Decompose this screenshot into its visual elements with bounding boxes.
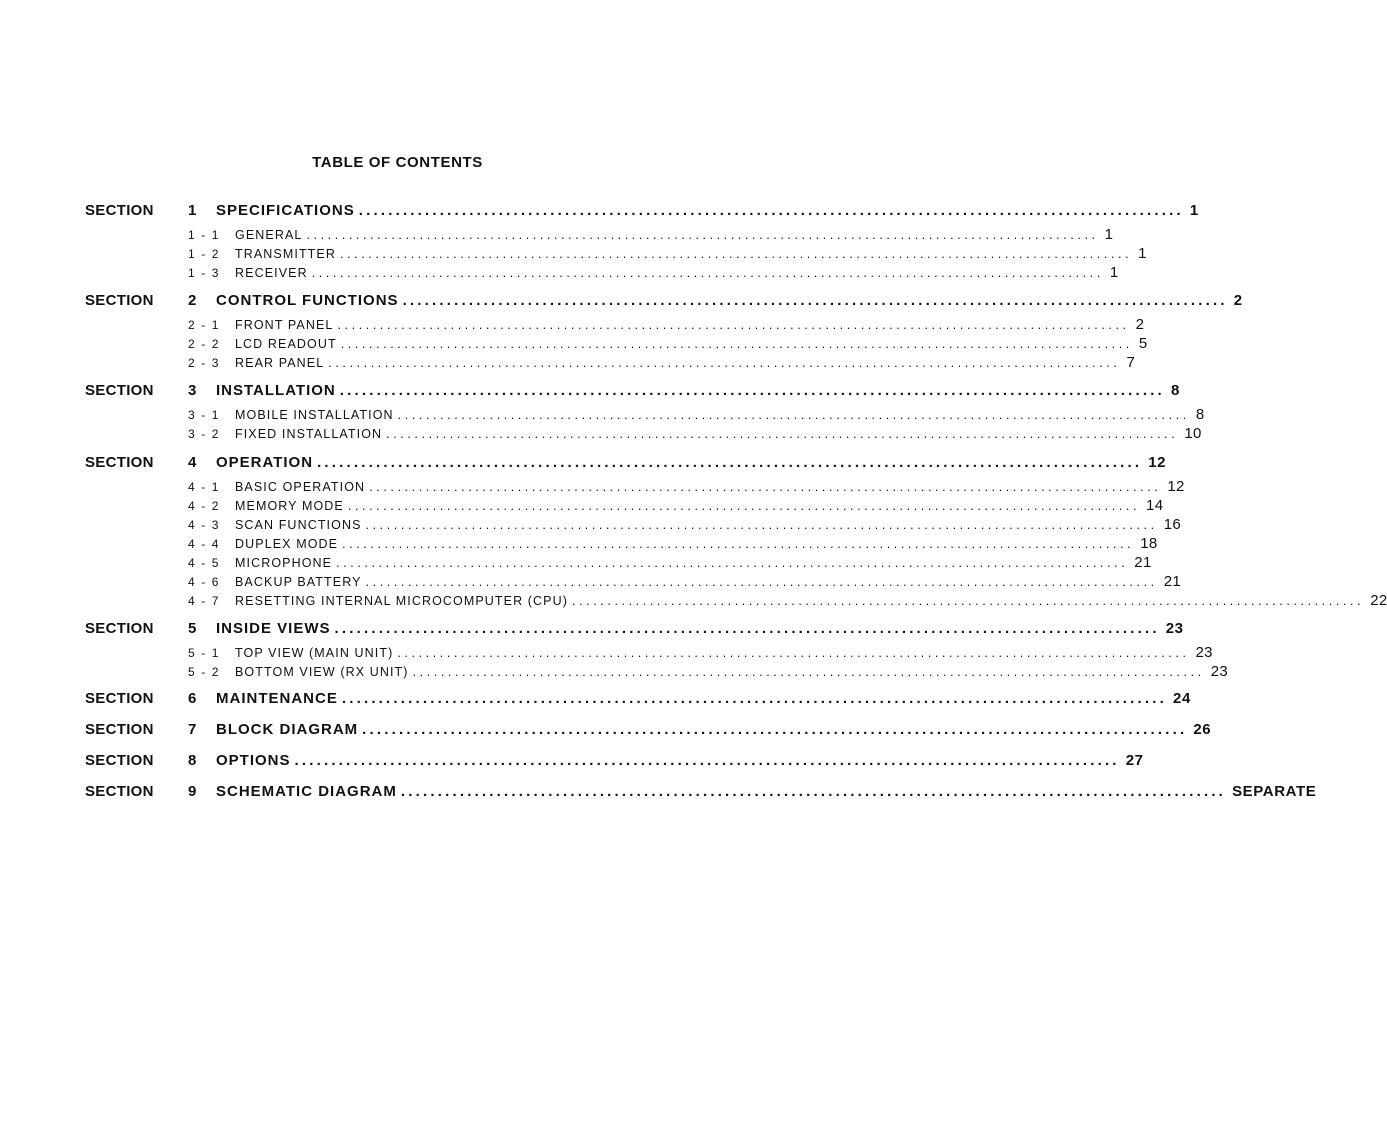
toc-main-entry[interactable] [188, 619, 1184, 639]
toc-sub-entry[interactable] [188, 264, 1119, 282]
section-number: 6 [188, 690, 197, 707]
toc-main-entry[interactable] [188, 689, 1191, 709]
section-title: INSTALLATION [216, 382, 336, 399]
subsection-title: GENERAL [235, 228, 303, 242]
page-number: 18 [1140, 535, 1158, 552]
subsection-number: 3 - 2 [188, 427, 221, 441]
toc-sub-entry[interactable] [188, 592, 1387, 610]
page-number: 1 [1104, 226, 1114, 243]
page-number: 27 [1125, 752, 1144, 769]
subsection-number: 4 - 4 [188, 537, 221, 551]
page-number: 8 [1170, 382, 1180, 399]
section-number: 9 [188, 783, 197, 800]
dot-leader: ................................................................................................................ [362, 721, 1188, 738]
toc-main-entry[interactable] [188, 720, 1212, 740]
subsection-number: 5 - 1 [188, 646, 221, 660]
section-title: INSIDE VIEWS [216, 620, 331, 637]
dot-leader: ................................................................................................................ [365, 575, 1158, 589]
toc-main-entry[interactable] [188, 751, 1144, 771]
subsection-title: BOTTOM VIEW (RX UNIT) [235, 665, 409, 679]
subsection-title: TOP VIEW (MAIN UNIT) [235, 646, 394, 660]
subsection-number: 4 - 2 [188, 499, 221, 513]
toc-main-entry[interactable] [188, 782, 1317, 802]
section-title: SPECIFICATIONS [216, 202, 355, 219]
subsection-number: 1 - 2 [188, 247, 221, 261]
subsection-number: 2 - 1 [188, 318, 221, 332]
page-number: 8 [1195, 406, 1205, 423]
subsection-title: MEMORY MODE [235, 499, 344, 513]
page-number: 5 [1138, 335, 1148, 352]
subsection-title: REAR PANEL [235, 356, 325, 370]
subsection-title: LCD READOUT [235, 337, 337, 351]
section-word: SECTION [85, 454, 154, 471]
subsection-title: RESETTING INTERNAL MICROCOMPUTER (CPU) [235, 594, 569, 608]
dot-leader: ................................................................................................................ [365, 518, 1158, 532]
toc-sub-entry[interactable] [188, 573, 1182, 591]
page-number: 26 [1193, 721, 1212, 738]
section-word: SECTION [85, 752, 154, 769]
section-number: 3 [188, 382, 197, 399]
section-title: OPTIONS [216, 752, 291, 769]
toc-main-entry[interactable] [188, 201, 1199, 221]
dot-leader: ................................................................................................................ [369, 480, 1162, 494]
page-number: 12 [1167, 478, 1185, 495]
dot-leader: ................................................................................................................ [334, 620, 1160, 637]
page-number: 24 [1173, 690, 1191, 707]
page-number: 2 [1233, 292, 1243, 309]
page-number: 10 [1184, 425, 1202, 442]
subsection-title: FIXED INSTALLATION [235, 427, 383, 441]
subsection-title: FRONT PANEL [235, 318, 334, 332]
section-word: SECTION [85, 783, 154, 800]
toc-sub-entry[interactable] [188, 535, 1158, 553]
subsection-title: MICROPHONE [235, 556, 333, 570]
page-title: TABLE OF CONTENTS [312, 154, 483, 171]
page-number: SEPARATE [1232, 783, 1317, 800]
toc-sub-entry[interactable] [188, 554, 1152, 572]
subsection-number: 4 - 6 [188, 575, 221, 589]
subsection-title: MOBILE INSTALLATION [235, 408, 394, 422]
page-number: 21 [1134, 554, 1152, 571]
dot-leader: ................................................................................................................ [358, 202, 1184, 219]
section-number: 8 [188, 752, 197, 769]
section-word: SECTION [85, 382, 154, 399]
section-title: MAINTENANCE [216, 690, 338, 707]
section-word: SECTION [85, 620, 154, 637]
dot-leader: ................................................................................................................ [572, 594, 1365, 608]
dot-leader: ................................................................................................................ [311, 266, 1104, 280]
section-title: BLOCK DIAGRAM [216, 721, 359, 738]
section-word: SECTION [85, 292, 154, 309]
subsection-title: DUPLEX MODE [235, 537, 339, 551]
toc-main-entry[interactable] [188, 381, 1180, 401]
page-number: 14 [1146, 497, 1164, 514]
dot-leader: ................................................................................................................ [306, 228, 1099, 242]
section-number: 2 [188, 292, 197, 309]
dot-leader: ................................................................................................................ [340, 247, 1133, 261]
toc-sub-entry[interactable] [188, 226, 1114, 244]
subsection-number: 4 - 1 [188, 480, 221, 494]
subsection-title: SCAN FUNCTIONS [235, 518, 362, 532]
dot-leader: ................................................................................................................ [342, 537, 1135, 551]
section-number: 4 [188, 454, 197, 471]
section-title: CONTROL FUNCTIONS [216, 292, 399, 309]
subsection-number: 2 - 2 [188, 337, 221, 351]
dot-leader: ................................................................................................................ [402, 292, 1228, 309]
dot-leader: ................................................................................................................ [412, 665, 1205, 679]
subsection-number: 4 - 3 [188, 518, 221, 532]
subsection-number: 1 - 1 [188, 228, 221, 242]
page-number: 7 [1126, 354, 1136, 371]
toc-main-entry[interactable] [188, 291, 1243, 311]
dot-leader: ................................................................................................................ [294, 752, 1120, 769]
section-word: SECTION [85, 721, 154, 738]
toc-sub-entry[interactable] [188, 316, 1145, 334]
toc-sub-entry[interactable] [188, 644, 1213, 662]
subsection-title: TRANSMITTER [235, 247, 336, 261]
page-number: 1 [1138, 245, 1147, 262]
page-number: 23 [1165, 620, 1184, 637]
dot-leader: ................................................................................................................ [397, 408, 1190, 422]
page-number: 2 [1135, 316, 1145, 333]
toc-sub-entry[interactable] [188, 406, 1205, 424]
subsection-title: BACKUP BATTERY [235, 575, 362, 589]
toc-sub-entry[interactable] [188, 335, 1148, 353]
toc-sub-entry[interactable] [188, 663, 1229, 681]
page-number: 16 [1163, 516, 1181, 533]
toc-sub-entry[interactable] [188, 354, 1136, 372]
page-number: 1 [1189, 202, 1199, 219]
subsection-number: 1 - 3 [188, 266, 221, 280]
page-number: 21 [1163, 573, 1182, 590]
dot-leader: ................................................................................................................ [337, 318, 1130, 332]
section-title: OPERATION [216, 454, 314, 471]
toc-sub-entry[interactable] [188, 478, 1185, 496]
dot-leader: ................................................................................................................ [339, 382, 1165, 399]
page-number: 1 [1109, 264, 1119, 281]
dot-leader: ................................................................................................................ [317, 454, 1143, 471]
dot-leader: ................................................................................................................ [341, 690, 1168, 707]
subsection-number: 2 - 3 [188, 356, 221, 370]
dot-leader: ................................................................................................................ [397, 646, 1190, 660]
dot-leader: ................................................................................................................ [336, 556, 1129, 570]
section-word: SECTION [85, 690, 154, 707]
section-word: SECTION [85, 202, 154, 219]
toc-main-entry[interactable] [188, 453, 1167, 473]
toc-sub-entry[interactable] [188, 516, 1181, 534]
section-number: 5 [188, 620, 197, 637]
toc-sub-entry[interactable] [188, 425, 1202, 443]
section-number: 7 [188, 721, 197, 738]
dot-leader: ................................................................................................................ [340, 337, 1133, 351]
page-number: 12 [1148, 454, 1167, 471]
subsection-title: RECEIVER [235, 266, 308, 280]
dot-leader: ................................................................................................................ [328, 356, 1121, 370]
toc-sub-entry[interactable] [188, 245, 1147, 263]
subsection-number: 3 - 1 [188, 408, 221, 422]
dot-leader: ................................................................................................................ [347, 499, 1141, 513]
page-number: 23 [1210, 663, 1229, 680]
toc-sub-entry[interactable] [188, 497, 1164, 515]
dot-leader: ................................................................................................................ [386, 427, 1179, 441]
subsection-number: 4 - 7 [188, 594, 221, 608]
section-title: SCHEMATIC DIAGRAM [216, 783, 397, 800]
subsection-number: 4 - 5 [188, 556, 221, 570]
subsection-title: BASIC OPERATION [235, 480, 366, 494]
page-number: 22 [1370, 592, 1387, 609]
section-number: 1 [188, 202, 197, 219]
subsection-number: 5 - 2 [188, 665, 221, 679]
dot-leader: ................................................................................................................ [400, 783, 1227, 800]
page-number: 23 [1195, 644, 1213, 661]
